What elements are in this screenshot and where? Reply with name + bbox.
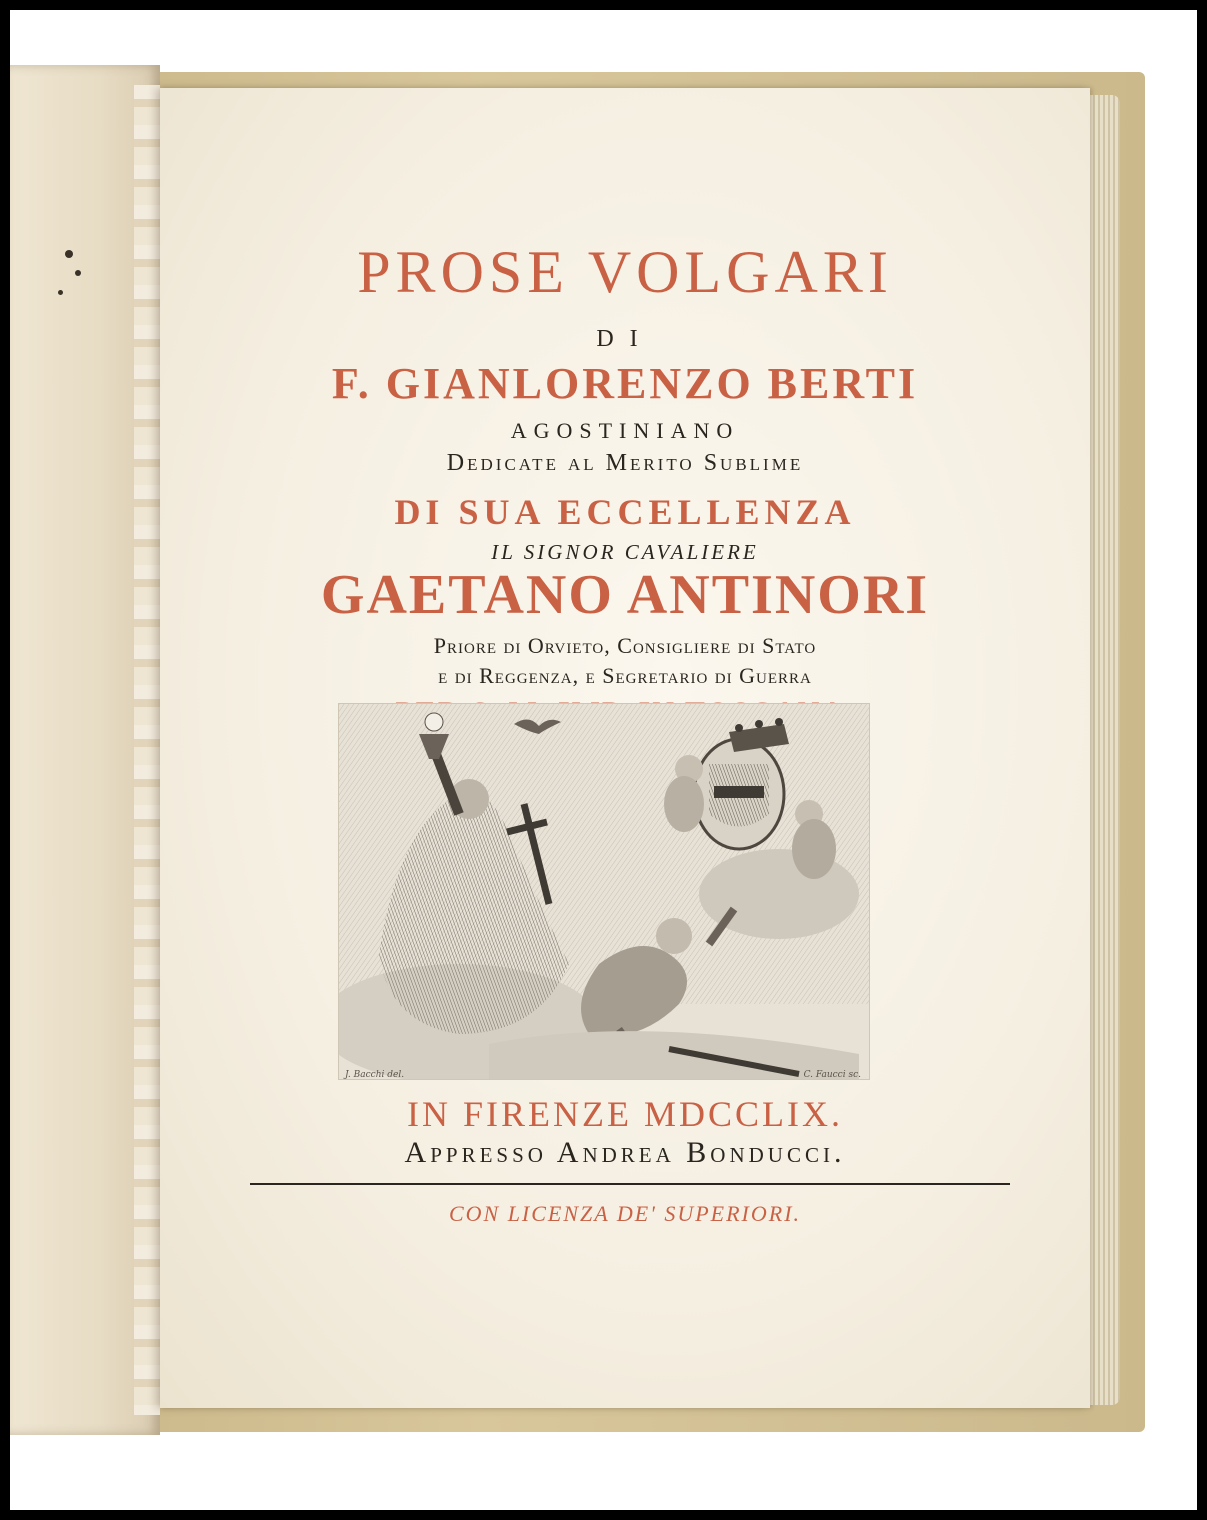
engraving-credit-left: J. Bacchi del. bbox=[345, 1070, 405, 1080]
dedicatee-name: GAETANO ANTINORI bbox=[320, 564, 930, 626]
flyleaf-left bbox=[10, 65, 160, 1435]
imprint-license: CON LICENZA DE' SUPERIORI. bbox=[448, 1201, 802, 1226]
dedicatee-titles: e di Reggenza, e Segretario di Guerra bbox=[438, 663, 812, 688]
title-page bbox=[160, 88, 1090, 1408]
imprint-printer: Appresso Andrea Bonducci. bbox=[404, 1136, 846, 1169]
engraving-credit-right: C. Faucci sc. bbox=[803, 1070, 861, 1080]
order-line: AGOSTINIANO bbox=[510, 418, 740, 443]
dedication-line: IL SIGNOR CAVALIERE bbox=[491, 540, 759, 564]
ink-spot bbox=[65, 250, 73, 258]
rule-line bbox=[250, 1183, 1010, 1185]
ink-spot bbox=[75, 270, 81, 276]
title-line: PROSE VOLGARI bbox=[357, 239, 893, 305]
engraving-illustration bbox=[339, 704, 869, 1079]
ink-spot bbox=[58, 290, 63, 295]
dedication-line: Dedicate al Merito Sublime bbox=[446, 450, 804, 476]
author-line: F. GIANLORENZO BERTI bbox=[331, 359, 919, 408]
dedicatee-titles: Priore di Orvieto, Consigliere di Stato bbox=[433, 633, 817, 658]
dedication-line: DI SUA ECCELLENZA bbox=[394, 492, 856, 532]
engraving-vignette bbox=[338, 703, 870, 1080]
photo-frame bbox=[10, 10, 1197, 1510]
title-line: DI bbox=[596, 326, 654, 352]
imprint-place-date: IN FIRENZE MDCCLIX. bbox=[407, 1094, 843, 1134]
torn-edge bbox=[134, 85, 160, 1415]
